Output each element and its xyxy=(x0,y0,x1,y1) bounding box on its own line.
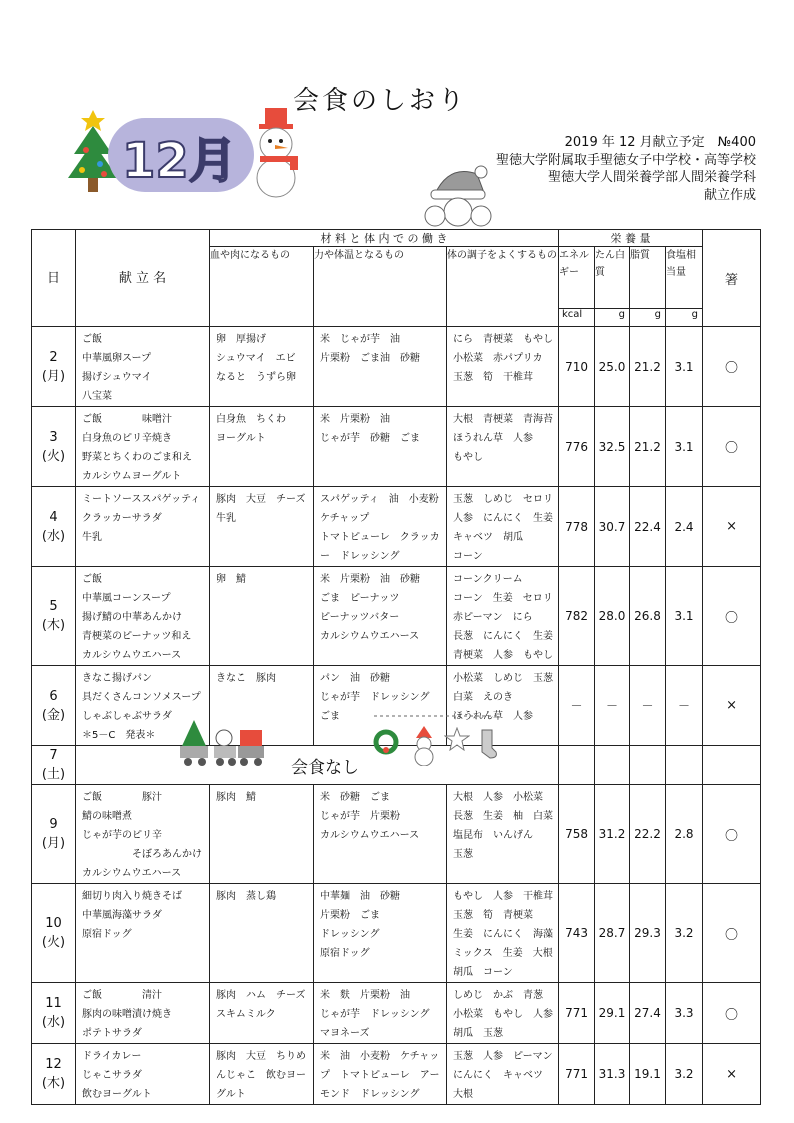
blood-line: 卵 鯖 xyxy=(216,574,246,585)
condition-line: キャベツ 胡瓜 xyxy=(453,532,523,543)
energy-line: ごま xyxy=(320,711,340,722)
kcal-cell: 771 xyxy=(559,1044,595,1105)
menu-line: 鯖の味噌煮 xyxy=(82,811,132,822)
snowman-icon xyxy=(248,106,310,198)
energy-line: カルシウムウエハース xyxy=(320,631,420,642)
table-row xyxy=(32,407,761,487)
day-cell xyxy=(32,746,76,785)
day-cell xyxy=(32,666,76,746)
blood-cell xyxy=(210,567,314,666)
energy-cell xyxy=(314,785,447,884)
energy-line: 米 片栗粉 油 xyxy=(320,414,390,425)
day-text: 2 xyxy=(49,349,58,365)
kcal-cell: 776 xyxy=(559,407,595,487)
condition-line: 長葱 生姜 柚 白菜 xyxy=(453,811,553,822)
day-text: (水) xyxy=(41,1015,66,1030)
energy-line: じゃが芋 砂糖 ごま xyxy=(320,433,420,444)
blood-line: 卵 厚揚げ xyxy=(216,334,266,345)
table-row xyxy=(32,983,761,1044)
protein-cell: 32.5 xyxy=(595,407,630,487)
chopsticks-cell: 〇 xyxy=(703,407,761,487)
kcal-cell: 782 xyxy=(559,567,595,666)
day-text: 5 xyxy=(49,599,58,614)
menu-line: ご飯 豚汁 xyxy=(82,792,162,803)
blood-line: 牛乳 xyxy=(216,513,236,524)
menu-line: 細切り肉入り焼きそば xyxy=(82,891,182,902)
condition-line: コーンクリーム xyxy=(453,574,523,585)
blood-line: 豚肉 蒸し鶏 xyxy=(216,891,276,902)
condition-line: もやし xyxy=(453,452,483,463)
header-chopsticks: 箸 xyxy=(703,230,761,327)
protein-cell: 28.7 xyxy=(595,884,630,983)
header-condition: 体の調子をよくするもの xyxy=(447,247,559,327)
header-fat: 脂質 xyxy=(630,247,666,309)
header-salt: 食塩相当量 xyxy=(666,247,703,309)
header-line: 献立作成 xyxy=(703,187,756,203)
condition-line: 白菜 えのき xyxy=(453,692,513,703)
blood-cell xyxy=(210,884,314,983)
fat-cell: 22.4 xyxy=(630,487,666,567)
condition-line: しめじ かぶ 青葱 xyxy=(453,990,543,1001)
fat-cell: 19.1 xyxy=(630,1044,666,1105)
chopsticks-cell: 〇 xyxy=(703,983,761,1044)
day-text: (火) xyxy=(41,935,66,950)
protein-cell: 30.7 xyxy=(595,487,630,567)
day-text: (月) xyxy=(41,836,66,851)
menu-line: じゃこサラダ xyxy=(82,1070,142,1081)
unit-kcal: kcal xyxy=(559,309,595,327)
menu-line: 豚肉の味噌漬け焼き xyxy=(82,1009,172,1020)
condition-cell xyxy=(447,487,559,567)
table-row xyxy=(32,327,761,407)
condition-line: 胡瓜 コーン xyxy=(453,967,513,978)
day-text: 11 xyxy=(45,996,62,1011)
menu-line: 中華風海藻サラダ xyxy=(82,910,162,921)
condition-line: 赤ピーマン にら xyxy=(453,612,533,623)
day-text: (木) xyxy=(41,618,66,633)
unit-g: g xyxy=(666,309,703,327)
condition-line: 長葱 にんにく 生姜 xyxy=(453,631,553,642)
condition-line: もやし 人参 干椎茸 xyxy=(453,891,553,902)
day-text: (土) xyxy=(41,767,66,782)
menu-line: 中華風卵スープ xyxy=(82,353,151,364)
salt-cell: 3.1 xyxy=(666,407,703,487)
chopsticks-cell: 〇 xyxy=(703,884,761,983)
menu-line: 中華風コーンスープ xyxy=(82,593,171,604)
menu-line: 原宿ドッグ xyxy=(82,929,132,940)
day-text: 6 xyxy=(49,688,58,704)
blood-cell xyxy=(210,1044,314,1105)
menu-cell xyxy=(76,884,210,983)
day-text: 10 xyxy=(45,916,62,931)
energy-line: 原宿ドッグ xyxy=(320,948,370,959)
star-icon xyxy=(444,727,470,751)
menu-line: 牛乳 xyxy=(82,532,102,543)
salt-cell: 3.2 xyxy=(666,1044,703,1105)
day-text: 12 xyxy=(45,1057,62,1072)
menu-line: ご飯 清汁 xyxy=(82,990,162,1001)
header-line: 聖徳大学附属取手聖徳女子中学校・高等学校 xyxy=(495,152,756,168)
day-cell xyxy=(32,407,76,487)
energy-line: じゃが芋 片栗粉 xyxy=(320,811,400,822)
energy-line: 米 油 小麦粉 ケチャッ xyxy=(320,1051,440,1062)
header-menu: 献 立 名 xyxy=(76,230,210,327)
day-text: (水) xyxy=(41,528,66,544)
condition-line: ミックス 生姜 大根 xyxy=(453,948,553,959)
day-cell xyxy=(32,1044,76,1105)
energy-line: じゃが芋 ドレッシング xyxy=(320,692,430,703)
kcal-cell: 778 xyxy=(559,487,595,567)
kcal-cell: 743 xyxy=(559,884,595,983)
salt-cell: 3.1 xyxy=(666,567,703,666)
protein-cell: 29.1 xyxy=(595,983,630,1044)
day-cell xyxy=(32,567,76,666)
menu-cell xyxy=(76,487,210,567)
menu-cell xyxy=(76,1044,210,1105)
protein-cell: 28.0 xyxy=(595,567,630,666)
energy-cell xyxy=(314,327,447,407)
salt-cell: 3.3 xyxy=(666,983,703,1044)
condition-line: 人参 にんにく 生姜 xyxy=(453,513,553,524)
header-day: 日 xyxy=(32,230,76,327)
menu-cell xyxy=(76,785,210,884)
blood-line: グルト xyxy=(216,1089,246,1100)
condition-line: 小松菜 しめじ 玉葱 xyxy=(453,673,553,684)
header-line: 2019 年 12 月献立予定 №400 xyxy=(564,135,756,150)
table-row xyxy=(32,567,761,666)
wreath-icon xyxy=(372,728,400,756)
condition-line: コーン xyxy=(453,551,483,562)
energy-line: トマトピューレ クラッカ xyxy=(320,532,440,543)
day-cell xyxy=(32,487,76,567)
condition-line: 玉葱 xyxy=(453,849,473,860)
condition-line: 生姜 にんにく 海藻 xyxy=(453,929,553,940)
energy-cell xyxy=(314,983,447,1044)
menu-table xyxy=(31,229,761,1105)
energy-cell xyxy=(314,407,447,487)
protein-cell: 31.3 xyxy=(595,1044,630,1105)
energy-cell xyxy=(314,487,447,567)
day-text: (木) xyxy=(41,1076,66,1091)
header-protein: たん白質 xyxy=(595,247,630,309)
menu-cell xyxy=(76,327,210,407)
energy-line: カルシウムウエハース xyxy=(320,830,420,841)
energy-line: スパゲッティ 油 小麦粉 xyxy=(320,494,439,505)
energy-line: 米 じゃが芋 油 xyxy=(320,334,400,345)
condition-line: 小松菜 赤パプリカ xyxy=(453,353,543,364)
fat-cell: 29.3 xyxy=(630,884,666,983)
month-badge-label: 12月 xyxy=(122,133,237,189)
energy-line: 米 砂糖 ごま xyxy=(320,792,390,803)
protein-cell: 31.2 xyxy=(595,785,630,884)
chopsticks-cell: × xyxy=(703,487,761,567)
condition-line: 大根 青梗菜 青海苔 xyxy=(453,414,553,425)
table-row xyxy=(32,785,761,884)
menu-line: 八宝菜 xyxy=(82,391,112,402)
menu-line: クラッカーサラダ xyxy=(82,513,162,524)
menu-line: そぼろあんかけ xyxy=(82,849,202,860)
santa-icon xyxy=(413,160,499,230)
condition-line: ほうれん草 人参 xyxy=(453,711,533,722)
blood-cell xyxy=(210,785,314,884)
empty-cell xyxy=(630,746,666,785)
condition-cell xyxy=(447,1044,559,1105)
day-text: 9 xyxy=(49,817,58,832)
menu-line: きなこ揚げパン xyxy=(82,673,152,684)
energy-line: 片栗粉 ごま油 砂糖 xyxy=(320,353,420,364)
menu-line: ご飯 味噌汁 xyxy=(82,414,172,425)
day-cell xyxy=(32,327,76,407)
energy-cell xyxy=(314,884,447,983)
header-kcal: エネルギー xyxy=(559,247,595,309)
energy-line: 片栗粉 ごま xyxy=(320,910,380,921)
table-row xyxy=(32,1044,761,1105)
condition-line: 大根 人参 小松菜 xyxy=(453,792,543,803)
blood-line: 白身魚 ちくわ xyxy=(216,414,286,425)
condition-line: 玉葱 人参 ピーマン xyxy=(453,1051,553,1062)
blood-line: なると うずら卵 xyxy=(216,372,296,383)
blood-cell xyxy=(210,327,314,407)
condition-line: 小松菜 もやし 人参 xyxy=(453,1009,553,1020)
header-nutrition: 栄 養 量 xyxy=(559,230,703,247)
day-cell xyxy=(32,983,76,1044)
energy-line: ケチャップ xyxy=(320,513,370,524)
energy-line: マヨネーズ xyxy=(320,1028,370,1039)
condition-line: 玉葱 筍 青梗菜 xyxy=(453,910,533,921)
unit-g: g xyxy=(595,309,630,327)
menu-line: ご飯 xyxy=(82,334,102,345)
condition-line: にんにく キャベツ xyxy=(453,1070,543,1081)
menu-line: ミートソーススパゲッティ xyxy=(82,494,201,505)
train-icon xyxy=(176,716,268,768)
no-meal-text: 会食なし xyxy=(291,757,359,778)
menu-line: しゃぶしゃぶサラダ xyxy=(82,711,172,722)
menu-line: カルシウムウエハース xyxy=(82,868,182,879)
empty-cell xyxy=(595,746,630,785)
kcal-cell: － xyxy=(559,666,595,746)
stocking-icon xyxy=(476,728,500,760)
header-line: 聖徳大学人間栄養学部人間栄養学科 xyxy=(547,170,756,185)
fat-cell: 22.2 xyxy=(630,785,666,884)
menu-cell xyxy=(76,567,210,666)
condition-cell xyxy=(447,884,559,983)
energy-cell xyxy=(314,567,447,666)
fat-cell: 21.2 xyxy=(630,327,666,407)
day-text: 3 xyxy=(49,429,58,445)
blood-line: シュウマイ エビ xyxy=(216,353,296,364)
salt-cell: 2.4 xyxy=(666,487,703,567)
menu-line: 揚げ鯖の中華あんかけ xyxy=(82,612,182,623)
salt-cell: 2.8 xyxy=(666,785,703,884)
header-info xyxy=(496,134,756,204)
day-cell xyxy=(32,785,76,884)
menu-line: ポテトサラダ xyxy=(82,1028,142,1039)
blood-line: 豚肉 ハム チーズ xyxy=(216,990,306,1001)
energy-line: 米 麩 片栗粉 油 xyxy=(320,990,410,1001)
energy-cell xyxy=(314,1044,447,1105)
salt-cell: 3.2 xyxy=(666,884,703,983)
energy-line: ー ドレッシング xyxy=(320,551,400,562)
chopsticks-cell: × xyxy=(703,666,761,746)
header-materials: 材 料 と 体 内 で の 働 き xyxy=(210,230,559,247)
day-text: 4 xyxy=(49,509,58,525)
energy-line: パン 油 砂糖 xyxy=(320,673,390,684)
menu-line: 青梗菜のピーナッツ和え xyxy=(82,631,192,642)
blood-cell xyxy=(210,487,314,567)
menu-cell xyxy=(76,407,210,487)
condition-cell xyxy=(447,407,559,487)
kcal-cell: 710 xyxy=(559,327,595,407)
blood-line: んじゃこ 飲むヨー xyxy=(216,1070,306,1081)
table-row xyxy=(32,884,761,983)
menu-cell xyxy=(76,983,210,1044)
menu-line: ＊5－C 発表＊ xyxy=(82,730,156,741)
salt-cell: 3.1 xyxy=(666,327,703,407)
header-energy: 力や体温となるもの xyxy=(314,247,447,327)
menu-line: 飲むヨーグルト xyxy=(82,1089,152,1100)
blood-line: 豚肉 大豆 チーズ xyxy=(216,494,306,505)
condition-line: ほうれん草 人参 xyxy=(453,433,533,444)
menu-line: じゃが芋のピリ辛 xyxy=(82,830,162,841)
condition-line: 大根 xyxy=(453,1089,473,1100)
blood-line: 豚肉 鯖 xyxy=(216,792,256,803)
blood-line: スキムミルク xyxy=(216,1009,276,1020)
energy-line: 米 片栗粉 油 砂糖 xyxy=(320,574,420,585)
fat-cell: 26.8 xyxy=(630,567,666,666)
energy-line: ピーナッツバター xyxy=(320,612,400,623)
blood-line: きなこ 豚肉 xyxy=(216,673,276,684)
menu-line: 野菜とちくわのごま和え xyxy=(82,452,192,463)
menu-line: カルシウムウエハース xyxy=(82,650,182,661)
blood-line: 豚肉 大豆 ちりめ xyxy=(216,1051,306,1062)
fat-cell: 27.4 xyxy=(630,983,666,1044)
protein-cell: 25.0 xyxy=(595,327,630,407)
condition-line: 玉葱 しめじ セロリ xyxy=(453,494,553,505)
energy-line: ごま ピーナッツ xyxy=(320,593,400,604)
header-blood: 血や肉になるもの xyxy=(210,247,314,327)
kcal-cell: 771 xyxy=(559,983,595,1044)
condition-cell xyxy=(447,327,559,407)
blood-cell xyxy=(210,983,314,1044)
condition-line: 青梗菜 人参 もやし xyxy=(453,650,553,661)
protein-cell: － xyxy=(595,666,630,746)
day-text: (月) xyxy=(41,368,66,384)
energy-line: モンド ドレッシング xyxy=(320,1089,420,1100)
menu-line: カルシウムヨーグルト xyxy=(82,471,182,482)
empty-cell xyxy=(666,746,703,785)
menu-line: 揚げシュウマイ xyxy=(82,372,152,383)
condition-line: コーン 生姜 セロリ xyxy=(453,593,553,604)
day-text: (火) xyxy=(41,448,66,464)
empty-cell xyxy=(703,746,761,785)
page-title: 会食のしおり xyxy=(293,86,468,116)
energy-line: プ トマトピューレ アー xyxy=(320,1070,440,1081)
chopsticks-cell: 〇 xyxy=(703,785,761,884)
chopsticks-cell: 〇 xyxy=(703,327,761,407)
energy-line: ドレッシング xyxy=(320,929,380,940)
day-text: 7 xyxy=(49,748,58,763)
table-row xyxy=(32,487,761,567)
fat-cell: 21.2 xyxy=(630,407,666,487)
condition-line: 玉葱 筍 干椎茸 xyxy=(453,372,533,383)
snowman-small-icon xyxy=(410,726,438,766)
energy-line: 中華麺 油 砂糖 xyxy=(320,891,400,902)
condition-line: にら 青梗菜 もやし xyxy=(453,334,553,345)
blood-cell xyxy=(210,407,314,487)
condition-cell xyxy=(447,983,559,1044)
unit-g: g xyxy=(630,309,666,327)
menu-line: 白身魚のピリ辛焼き xyxy=(82,433,172,444)
chopsticks-cell: 〇 xyxy=(703,567,761,666)
condition-cell xyxy=(447,785,559,884)
condition-line: 塩昆布 いんげん xyxy=(453,830,533,841)
menu-line: 具だくさんコンソメスープ xyxy=(82,692,201,703)
day-text: (金) xyxy=(41,707,66,723)
salt-cell: － xyxy=(666,666,703,746)
condition-cell xyxy=(447,567,559,666)
menu-line: ご飯 xyxy=(82,574,102,585)
fat-cell: － xyxy=(630,666,666,746)
condition-line: 胡瓜 玉葱 xyxy=(453,1028,503,1039)
kcal-cell: 758 xyxy=(559,785,595,884)
chopsticks-cell: × xyxy=(703,1044,761,1105)
day-cell xyxy=(32,884,76,983)
blood-line: ヨーグルト xyxy=(216,433,266,444)
empty-cell xyxy=(559,746,595,785)
energy-line: じゃが芋 ドレッシング xyxy=(320,1009,430,1020)
menu-line: ドライカレー xyxy=(82,1051,142,1062)
